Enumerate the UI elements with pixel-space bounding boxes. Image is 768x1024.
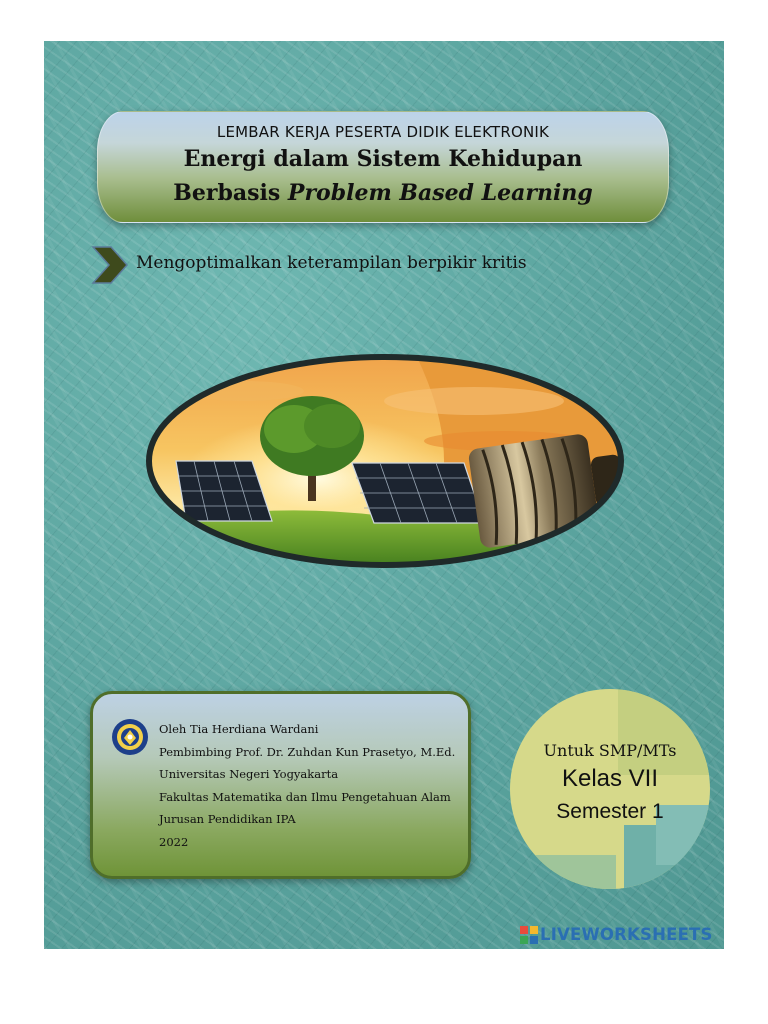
author-info-lines xyxy=(159,718,455,853)
title-banner xyxy=(97,111,669,223)
author-info-box xyxy=(90,691,471,879)
page-title: Energi dalam Sistem Kehidupan xyxy=(183,146,583,172)
chevron-right-icon xyxy=(91,245,129,285)
year: 2022 xyxy=(159,834,189,849)
class-label: Kelas VII xyxy=(561,765,659,792)
liveworksheets-text: LIVEWORKSHEETS xyxy=(540,925,713,944)
page-subtitle xyxy=(98,180,668,206)
header-line: LEMBAR KERJA PESERTA DIDIK ELEKTRONIK xyxy=(216,123,550,141)
cover-image xyxy=(144,351,626,571)
subtitle-italic: Problem Based Learning xyxy=(287,180,593,206)
liveworksheets-logo-icon xyxy=(520,926,538,944)
audience-label: Untuk SMP/MTs xyxy=(543,741,677,760)
supervisor: Pembimbing Prof. Dr. Zuhdan Kun Prasetyo, M.Ed. xyxy=(159,744,456,759)
subtitle-prefix: Berbasis xyxy=(173,180,281,206)
university-seal-icon xyxy=(111,718,149,756)
university: Universitas Negeri Yogyakarta xyxy=(159,767,339,781)
tagline: Mengoptimalkan keterampilan berpikir kritis xyxy=(136,253,527,273)
author-name: Oleh Tia Herdiana Wardani xyxy=(159,722,319,736)
faculty: Fakultas Matematika dan Ilmu Pengetahuan Alam xyxy=(159,789,451,804)
cover-page xyxy=(44,41,724,949)
department: Jurusan Pendidikan IPA xyxy=(159,812,296,826)
level-badge xyxy=(506,685,714,893)
semester-label: Semester 1 xyxy=(556,800,664,823)
liveworksheets-watermark[interactable] xyxy=(520,925,713,944)
